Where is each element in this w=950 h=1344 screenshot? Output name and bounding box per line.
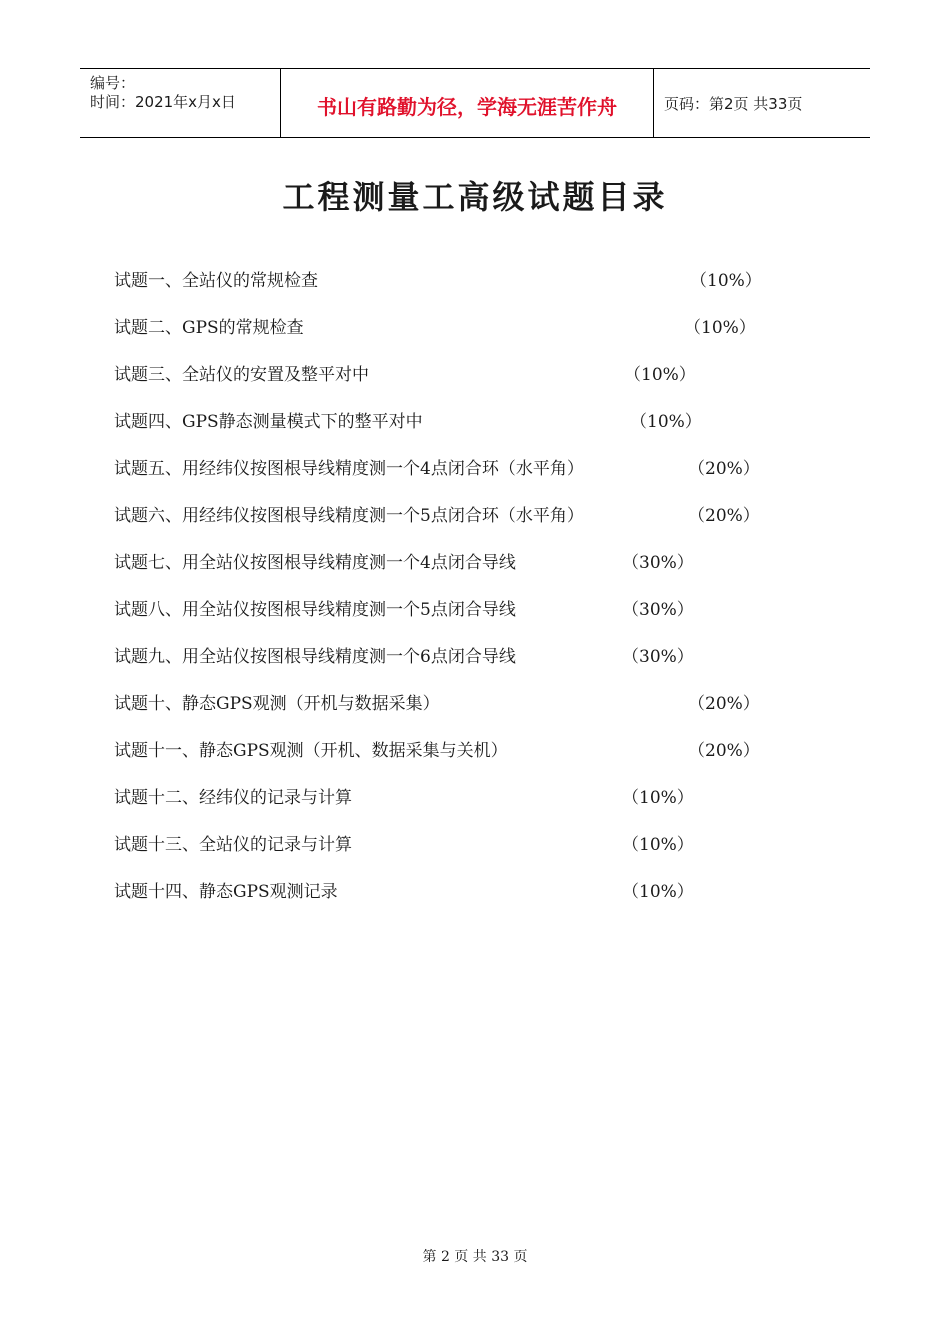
- toc-item-text: 试题六、用经纬仪按图根导线精度测一个5点闭合环（水平角）: [114, 506, 584, 526]
- toc-item-text: 试题八、用全站仪按图根导线精度测一个5点闭合导线: [114, 600, 516, 620]
- toc-item: [114, 736, 794, 766]
- header-page-info: 页码：第2页 共33页: [664, 95, 803, 113]
- toc-item-percent: （20%）: [688, 694, 760, 714]
- toc-item-percent: （30%）: [622, 647, 694, 667]
- toc-item: [114, 830, 794, 860]
- toc-item: [114, 454, 794, 484]
- toc-item-percent: （10%）: [630, 412, 702, 432]
- page-footer: 第 2 页 共 33 页: [422, 1249, 528, 1265]
- toc-item-text: 试题十四、静态GPS观测记录: [114, 882, 338, 902]
- toc-item-percent: （30%）: [622, 553, 694, 573]
- page-header: [80, 68, 870, 138]
- toc-item-text: 试题十一、静态GPS观测（开机、数据采集与关机）: [114, 741, 508, 761]
- header-meta-cell: [80, 69, 281, 137]
- toc-item-percent: （10%）: [690, 271, 762, 291]
- document-time-label: 时间：2021年x月x日: [90, 93, 236, 111]
- toc-item-text: 试题七、用全站仪按图根导线精度测一个4点闭合导线: [114, 553, 516, 573]
- header-motto-cell: [281, 69, 654, 137]
- document-title: 工程测量工高级试题目录: [282, 178, 668, 216]
- toc-item-text: 试题十三、全站仪的记录与计算: [114, 835, 352, 855]
- toc-item-text: 试题一、全站仪的常规检查: [114, 271, 318, 291]
- toc-item-text: 试题三、全站仪的安置及整平对中: [114, 365, 369, 385]
- toc-item-text: 试题十、静态GPS观测（开机与数据采集）: [114, 694, 440, 714]
- toc-item: [114, 266, 794, 296]
- toc-item-percent: （30%）: [622, 600, 694, 620]
- toc-item-percent: （10%）: [684, 318, 756, 338]
- toc-item: [114, 407, 794, 437]
- toc-item: [114, 877, 794, 907]
- toc-item: [114, 548, 794, 578]
- toc-item-percent: （10%）: [624, 365, 696, 385]
- toc-item-percent: （10%）: [622, 882, 694, 902]
- toc-item: [114, 501, 794, 531]
- toc-item-percent: （20%）: [688, 506, 760, 526]
- toc-item-percent: （10%）: [622, 835, 694, 855]
- toc-item: [114, 783, 794, 813]
- document-number-label: 编号：: [90, 74, 136, 92]
- toc-item-text: 试题五、用经纬仪按图根导线精度测一个4点闭合环（水平角）: [114, 459, 584, 479]
- toc-item-text: 试题九、用全站仪按图根导线精度测一个6点闭合导线: [114, 647, 516, 667]
- header-page-cell: [654, 69, 870, 137]
- toc-item-percent: （10%）: [622, 788, 694, 808]
- toc-item-text: 试题二、GPS的常规检查: [114, 318, 304, 338]
- header-motto: 书山有路勤为径，学海无涯苦作舟: [317, 95, 617, 119]
- toc-item: [114, 642, 794, 672]
- toc-item: [114, 689, 794, 719]
- toc-item-text: 试题四、GPS静态测量模式下的整平对中: [114, 412, 423, 432]
- toc-item-text: 试题十二、经纬仪的记录与计算: [114, 788, 352, 808]
- toc-item: [114, 595, 794, 625]
- toc-item-percent: （20%）: [688, 741, 760, 761]
- toc-item: [114, 313, 794, 343]
- toc-item: [114, 360, 794, 390]
- toc-item-percent: （20%）: [688, 459, 760, 479]
